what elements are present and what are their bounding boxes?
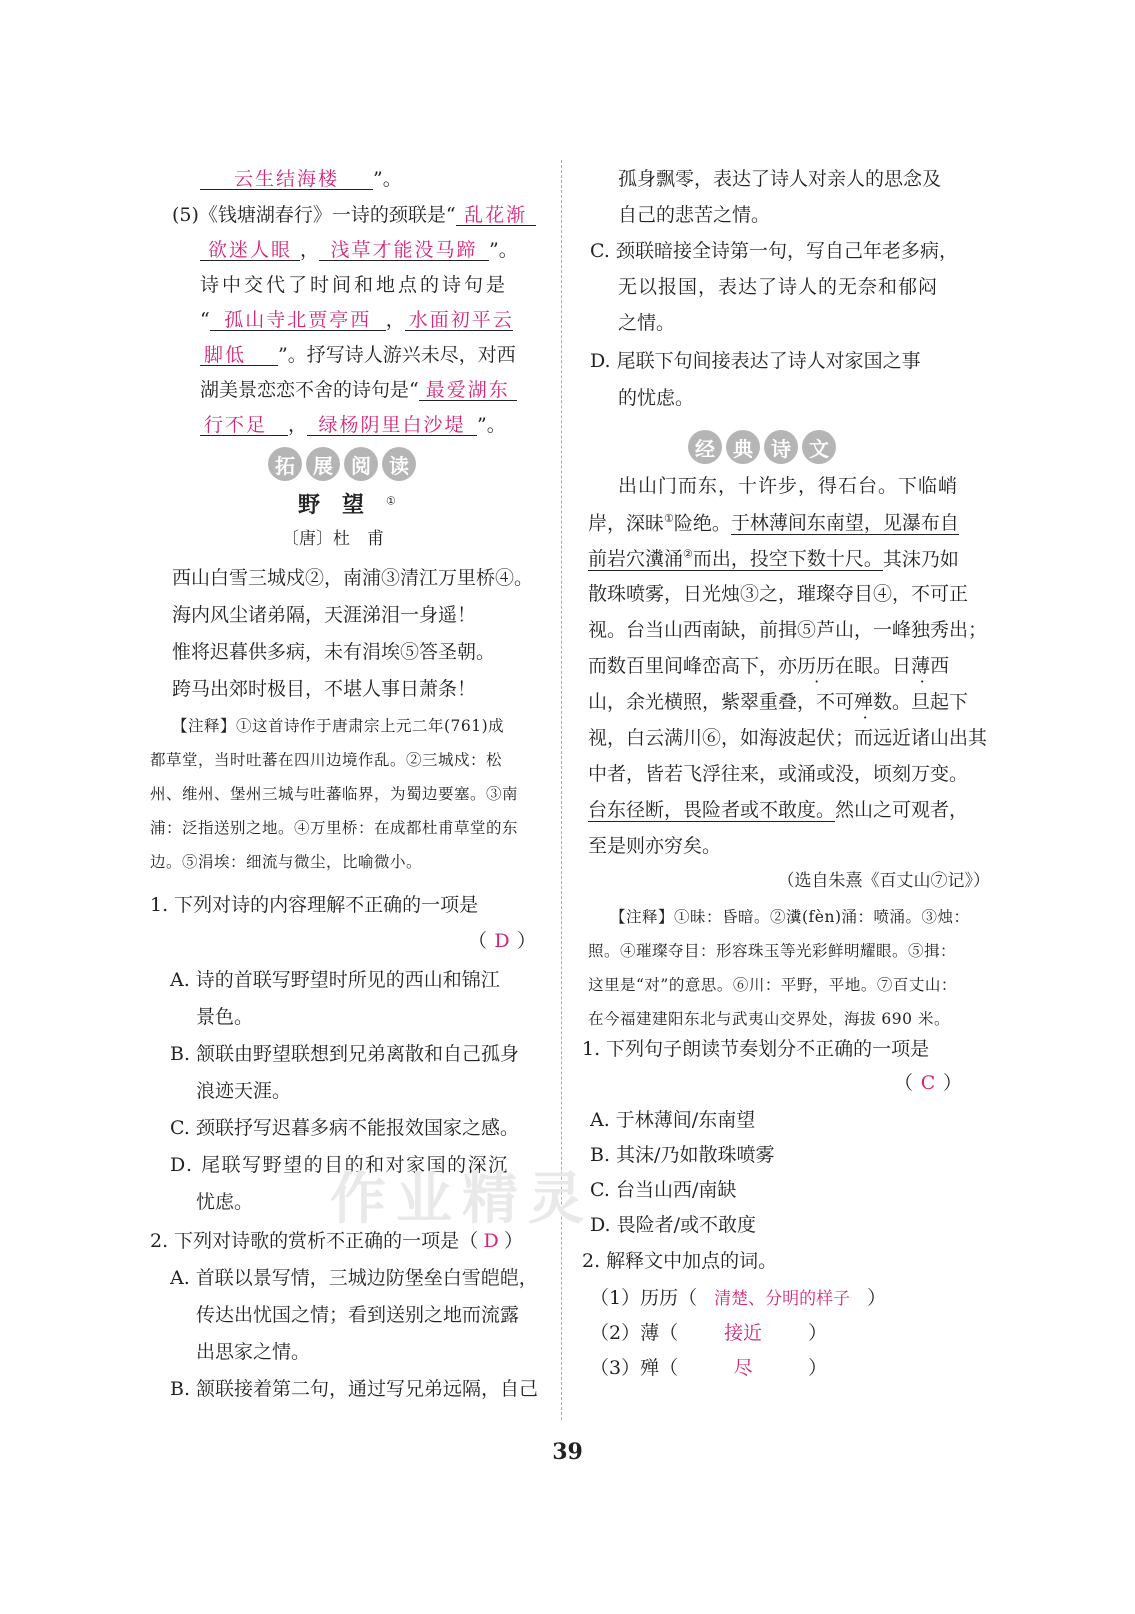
option-cont: 之情。: [618, 312, 676, 334]
text: 2. 下列对诗歌的赏析不正确的一项是（: [150, 1230, 479, 1252]
prose-line: [588, 549, 959, 569]
section-heading-classic-poetry: [688, 430, 836, 464]
option-cont: 自己的悲苦之情。: [618, 204, 771, 226]
q5-line-5: [200, 346, 516, 366]
text: ）: [504, 1230, 524, 1252]
answer-blank: 最爱湖东: [419, 381, 517, 401]
q1-answer-paren: [468, 932, 536, 951]
option: C. 台当山西/南缺: [590, 1179, 737, 1201]
prose-line: 至是则亦穷矣。: [588, 835, 722, 857]
prose-line: 视，白云满川⑥，如海波起伏；而远近诸山出其: [588, 727, 988, 749]
text: 然山之可观者，: [835, 799, 969, 821]
option-cont: 景色。: [196, 1006, 254, 1028]
q2-item: [590, 1289, 886, 1308]
text: ，: [288, 414, 308, 436]
underlined-text: 台东径断，畏险者或不敢度。: [588, 799, 836, 821]
q2-item: [590, 1359, 827, 1378]
note-line: 都草堂，当时吐蕃在四川边境作乱。②三城戍：松: [150, 751, 503, 769]
heading-char: 典: [726, 430, 760, 464]
footnote-mark: ①: [664, 512, 674, 525]
q1-stem: 1. 下列句子朗读节奏划分不正确的一项是: [582, 1038, 930, 1060]
option: B. 颔联由野望联想到兄弟离散和自己孤身: [170, 1043, 520, 1065]
option: D. 尾联下句间接表达了诗人对家国之事: [590, 350, 921, 372]
dotted-word: 薄: [911, 655, 931, 677]
poem-line: 西山白雪三城戍②，南浦③清江万里桥④。: [172, 567, 534, 589]
note-line: 【注释】①昧：昏暗。②瀵(fèn)涌：喷涌。③烛：: [610, 908, 970, 926]
q5-line-3: 诗中交代了时间和地点的诗句是: [200, 274, 509, 296]
answer: D: [494, 930, 510, 952]
option: A. 于林薄间/东南望: [590, 1109, 756, 1131]
answer: 清楚、分明的样子: [714, 1289, 851, 1309]
option: B. 其沫/乃如散珠喷雾: [590, 1144, 775, 1166]
option-cont: 孤身飘零，表达了诗人对亲人的思念及: [618, 168, 942, 190]
q2-stem: 2. 解释文中加点的词。: [582, 1250, 778, 1272]
option: A. 首联以景写情，三城边防堡垒白雪皑皑，: [170, 1267, 538, 1289]
text: ”。: [373, 168, 402, 190]
option: D. 尾联写野望的目的和对家国的深沉: [170, 1154, 509, 1176]
answer-blank: 绿杨阴里白沙堤: [307, 416, 477, 436]
heading-char: 拓: [268, 447, 302, 481]
q5-line-6: [200, 381, 517, 401]
text: ）: [867, 1287, 887, 1309]
q1-answer-paren: [894, 1074, 962, 1093]
text: （: [894, 1072, 914, 1094]
text: ”。抒写诗人游兴未尽，对西: [278, 344, 516, 366]
prose-line: 中者，皆若飞浮往来，或涌或没，顷刻万变。: [588, 763, 969, 785]
text: ，: [300, 239, 320, 261]
text: ）: [808, 1322, 828, 1344]
heading-char: 展: [306, 447, 340, 481]
option-cont: 无以报国，表达了诗人的无奈和郁闷: [618, 276, 939, 298]
text: ，: [385, 309, 405, 331]
text: 在眼。日: [835, 655, 912, 677]
answer-blank: 脚低: [200, 346, 278, 366]
footnote-mark: ②: [683, 548, 693, 561]
footnote-mark: ①: [386, 494, 396, 508]
text: 山，余光横照，紫翠重叠，不可: [588, 691, 855, 713]
text: （2）薄（: [590, 1322, 679, 1344]
note-line: 在今福建建阳东北与武夷山交界处，海拔 690 米。: [588, 1010, 950, 1028]
note-line: 边。⑤涓埃：细流与微尘，比喻微小。: [150, 853, 423, 871]
text: ”。: [477, 414, 506, 436]
prose-line: 散珠喷雾，日光烛③之，璀璨夺目④，不可正: [588, 583, 969, 605]
q4-line-end: [200, 170, 402, 190]
option: A. 诗的首联写野望时所见的西山和锦江: [170, 969, 500, 991]
q5-line-7: [200, 416, 506, 436]
text: 西: [930, 655, 950, 677]
text: 岸，深昧: [588, 512, 665, 535]
prose-line: [588, 513, 959, 533]
text: 而数百里间峰峦高下，亦: [588, 655, 798, 677]
note-line: 这里是“对”的意思。⑥川：平野，平地。⑦百丈山：: [588, 976, 957, 994]
underlined-text: [588, 548, 883, 571]
heading-char: 文: [802, 430, 836, 464]
text: 前岩穴瀵涌: [588, 548, 684, 571]
option: C. 颈联抒写迟暮多病不能报效国家之感。: [170, 1117, 519, 1139]
option-cont: 传达出忧国之情；看到送别之地而流露: [196, 1304, 520, 1326]
prose-line: [588, 801, 968, 820]
answer-blank: 水面初平云: [405, 311, 513, 331]
text: ”。: [489, 239, 518, 261]
q1-stem: 1. 下列对诗的内容理解不正确的一项是: [150, 894, 479, 916]
poem-line: 海内风尘诸弟隔，天涯涕泪一身遥！: [172, 604, 477, 626]
prose-line: 出山门而东，十许步，得石台。下临峭: [618, 475, 959, 497]
note-line: 州、维州、堡州三城与吐蕃临界，为蜀边要塞。③南: [150, 785, 519, 803]
text: （: [468, 930, 488, 952]
heading-char: 读: [382, 447, 416, 481]
note-line: 浦：泛指送别之地。④万里桥：在成都杜甫草堂的东: [150, 819, 519, 837]
prose-line: [588, 693, 968, 712]
watermark: 作业精灵: [330, 1166, 594, 1232]
q5-line-2: [200, 241, 518, 261]
option-cont: 忧虑。: [196, 1191, 254, 1213]
heading-char: 阅: [344, 447, 378, 481]
text: (5)《钱塘湖春行》一诗的颈联是“: [172, 204, 456, 226]
answer-blank: 孤山寺北贾亭西: [210, 311, 386, 331]
option: C. 颈联暗接全诗第一句，写自己年老多病，: [590, 240, 958, 262]
answer: 接近: [724, 1322, 763, 1344]
option: D. 畏险者/或不敢度: [590, 1214, 757, 1236]
prose-line: [588, 657, 949, 676]
answer: D: [483, 1230, 499, 1252]
heading-char: 诗: [764, 430, 798, 464]
answer: 尽: [733, 1357, 753, 1379]
prose-source: （选自朱熹《百丈山⑦记》）: [777, 871, 990, 891]
text: ）: [808, 1357, 828, 1379]
text: 而出，投空下数十尺。: [692, 548, 883, 571]
answer-blank: 乱花渐: [456, 206, 536, 226]
option-cont: 的忧虑。: [618, 387, 695, 409]
answer-blank: 行不足: [200, 416, 288, 436]
text: 野望: [298, 492, 387, 518]
q2-item: [590, 1324, 827, 1343]
poem-title: [298, 494, 396, 516]
page-number: 39: [552, 1439, 583, 1465]
text: 湖美景恋恋不舍的诗句是“: [200, 379, 419, 401]
dotted-word: 殚: [854, 691, 874, 713]
dotted-word: 历历: [797, 655, 836, 677]
answer-blank: 浅草才能没马蹄: [319, 241, 489, 261]
text: 数。旦起下: [873, 691, 969, 713]
note-line: 【注释】①这首诗作于唐肃宗上元二年(761)成: [172, 717, 505, 735]
text: 其沫乃如: [882, 548, 959, 571]
answer-blank: 云生结海楼: [200, 170, 373, 190]
note-line: 照。④璀璨夺目：形容珠玉等光彩鲜明耀眼。⑤揖：: [588, 942, 957, 960]
poem-line: 惟将迟暮供多病，未有涓埃⑤答圣朝。: [172, 641, 496, 663]
text: “: [200, 309, 210, 331]
option-cont: 浪迹天涯。: [196, 1080, 292, 1102]
text: ）: [943, 1072, 963, 1094]
answer: C: [920, 1072, 936, 1094]
poem-author: 〔唐〕杜 甫: [282, 529, 384, 549]
text: （1）历历（: [590, 1287, 698, 1309]
heading-char: 经: [688, 430, 722, 464]
q5-line-1: [172, 206, 536, 226]
text: （3）殚（: [590, 1357, 679, 1379]
section-heading-extended-reading: [268, 447, 416, 481]
option: B. 颔联接着第二句，通过写兄弟远隔，自己: [170, 1378, 539, 1400]
poem-line: 跨马出郊时极目，不堪人事日萧条！: [172, 678, 477, 700]
option-cont: 出思家之情。: [196, 1341, 311, 1363]
answer-blank: 欲迷人眼: [200, 241, 300, 261]
text: ）: [517, 930, 537, 952]
q5-line-4: [200, 311, 513, 331]
underlined-text: 于林薄间东南望，见瀑布自: [730, 512, 959, 535]
text: 险绝。: [673, 512, 731, 535]
prose-line: 视。台当山西南缺，前揖⑤芦山，一峰独秀出；: [588, 619, 988, 641]
